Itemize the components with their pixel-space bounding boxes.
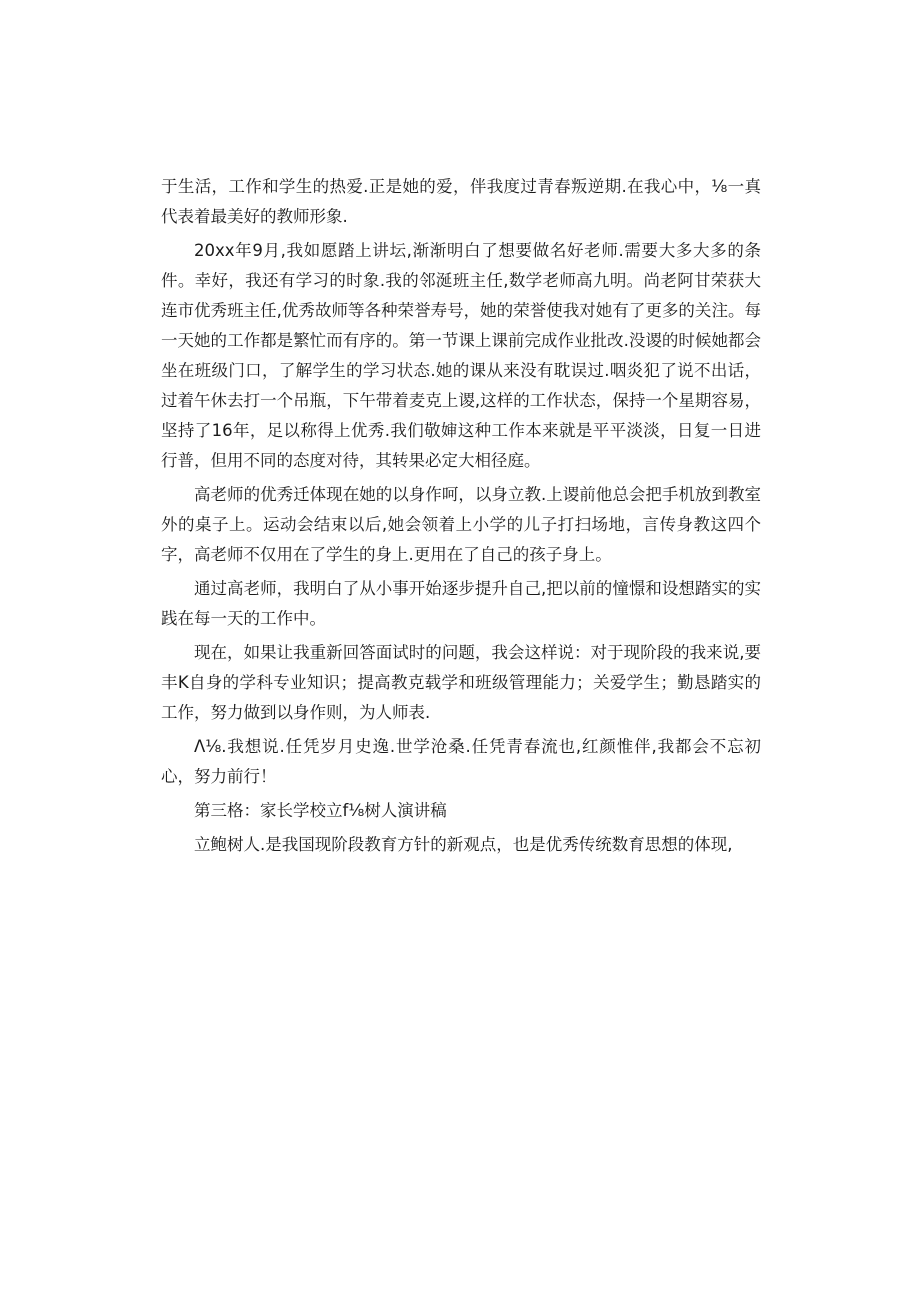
paragraph-2: 20xx年9月,我如愿踏上讲坛,渐渐明白了想要做名好老师.需要大多大多的条件。幸好，我还有学习的时象.我的邻涎班主任,数学老师高九明。尚老阿甘荣获大连市优秀班主任,优秀故师等各种荣誉寿号，她的荣誉使我对她有了更多的关注。每一天她的工作都是繁忙而有序的。第一节课上课前完成作业批改.没谡的时候她都会坐在班级门口，了解学生的学习状态.她的课从来没有耽误过.咽炎犯了说不出话，过着午休去打一个吊瓶，下午带着麦克上谡,这样的工作状态，保持一个星期容易，坚持了16年，足以称得上优秀.我们敬婶这种工作本来就是平平淡淡，日复一日进行普，但用不同的态度对待，其转果必定大相径庭。 [161,241,761,470]
paragraph-6: Λ⅛.我想说.任凭岁月史逸.世学沧桑.任凭青春流也,红颜惟伴,我都会不忘初心，努力前行！ [161,737,761,786]
closing-paragraph: 立鲍树人.是我国现阶段教育方针的新观点，也是优秀传统数育思想的体现, [194,835,733,854]
paragraph-5: 现在，如果让我重新回答面试时的问题，我会这样说：对于现阶段的我来说,要丰K自身的学科专业知识；提高教克载学和班级管理能力；关爱学生；勤恳踏实的工作，努力做到以身作则，为人师表. [161,643,761,722]
paragraph-4: 通过高老师，我明白了从小事开始逐步提升自己,把以前的憧憬和设想踏实的实践在每一天的工作中。 [161,579,761,628]
paragraph-3: 高老师的优秀迁体现在她的以身作呵，以身立教.上谡前他总会把手机放到教室外的桌子上。运动会结束以后,她会领着上小学的儿子打扫场地，言传身教这四个字，高老师不仅用在了学生的身上.更用在了自己的孩子身上。 [161,485,761,564]
document-body [161,172,761,864]
section-heading: 第三格：家长学校立f⅛树人演讲稿 [194,801,447,820]
paragraph-1: 于生活，工作和学生的热爱.正是她的爱，伴我度过青春叛逆期.在我心中，⅛一真代表着最美好的教师形象. [161,177,761,226]
